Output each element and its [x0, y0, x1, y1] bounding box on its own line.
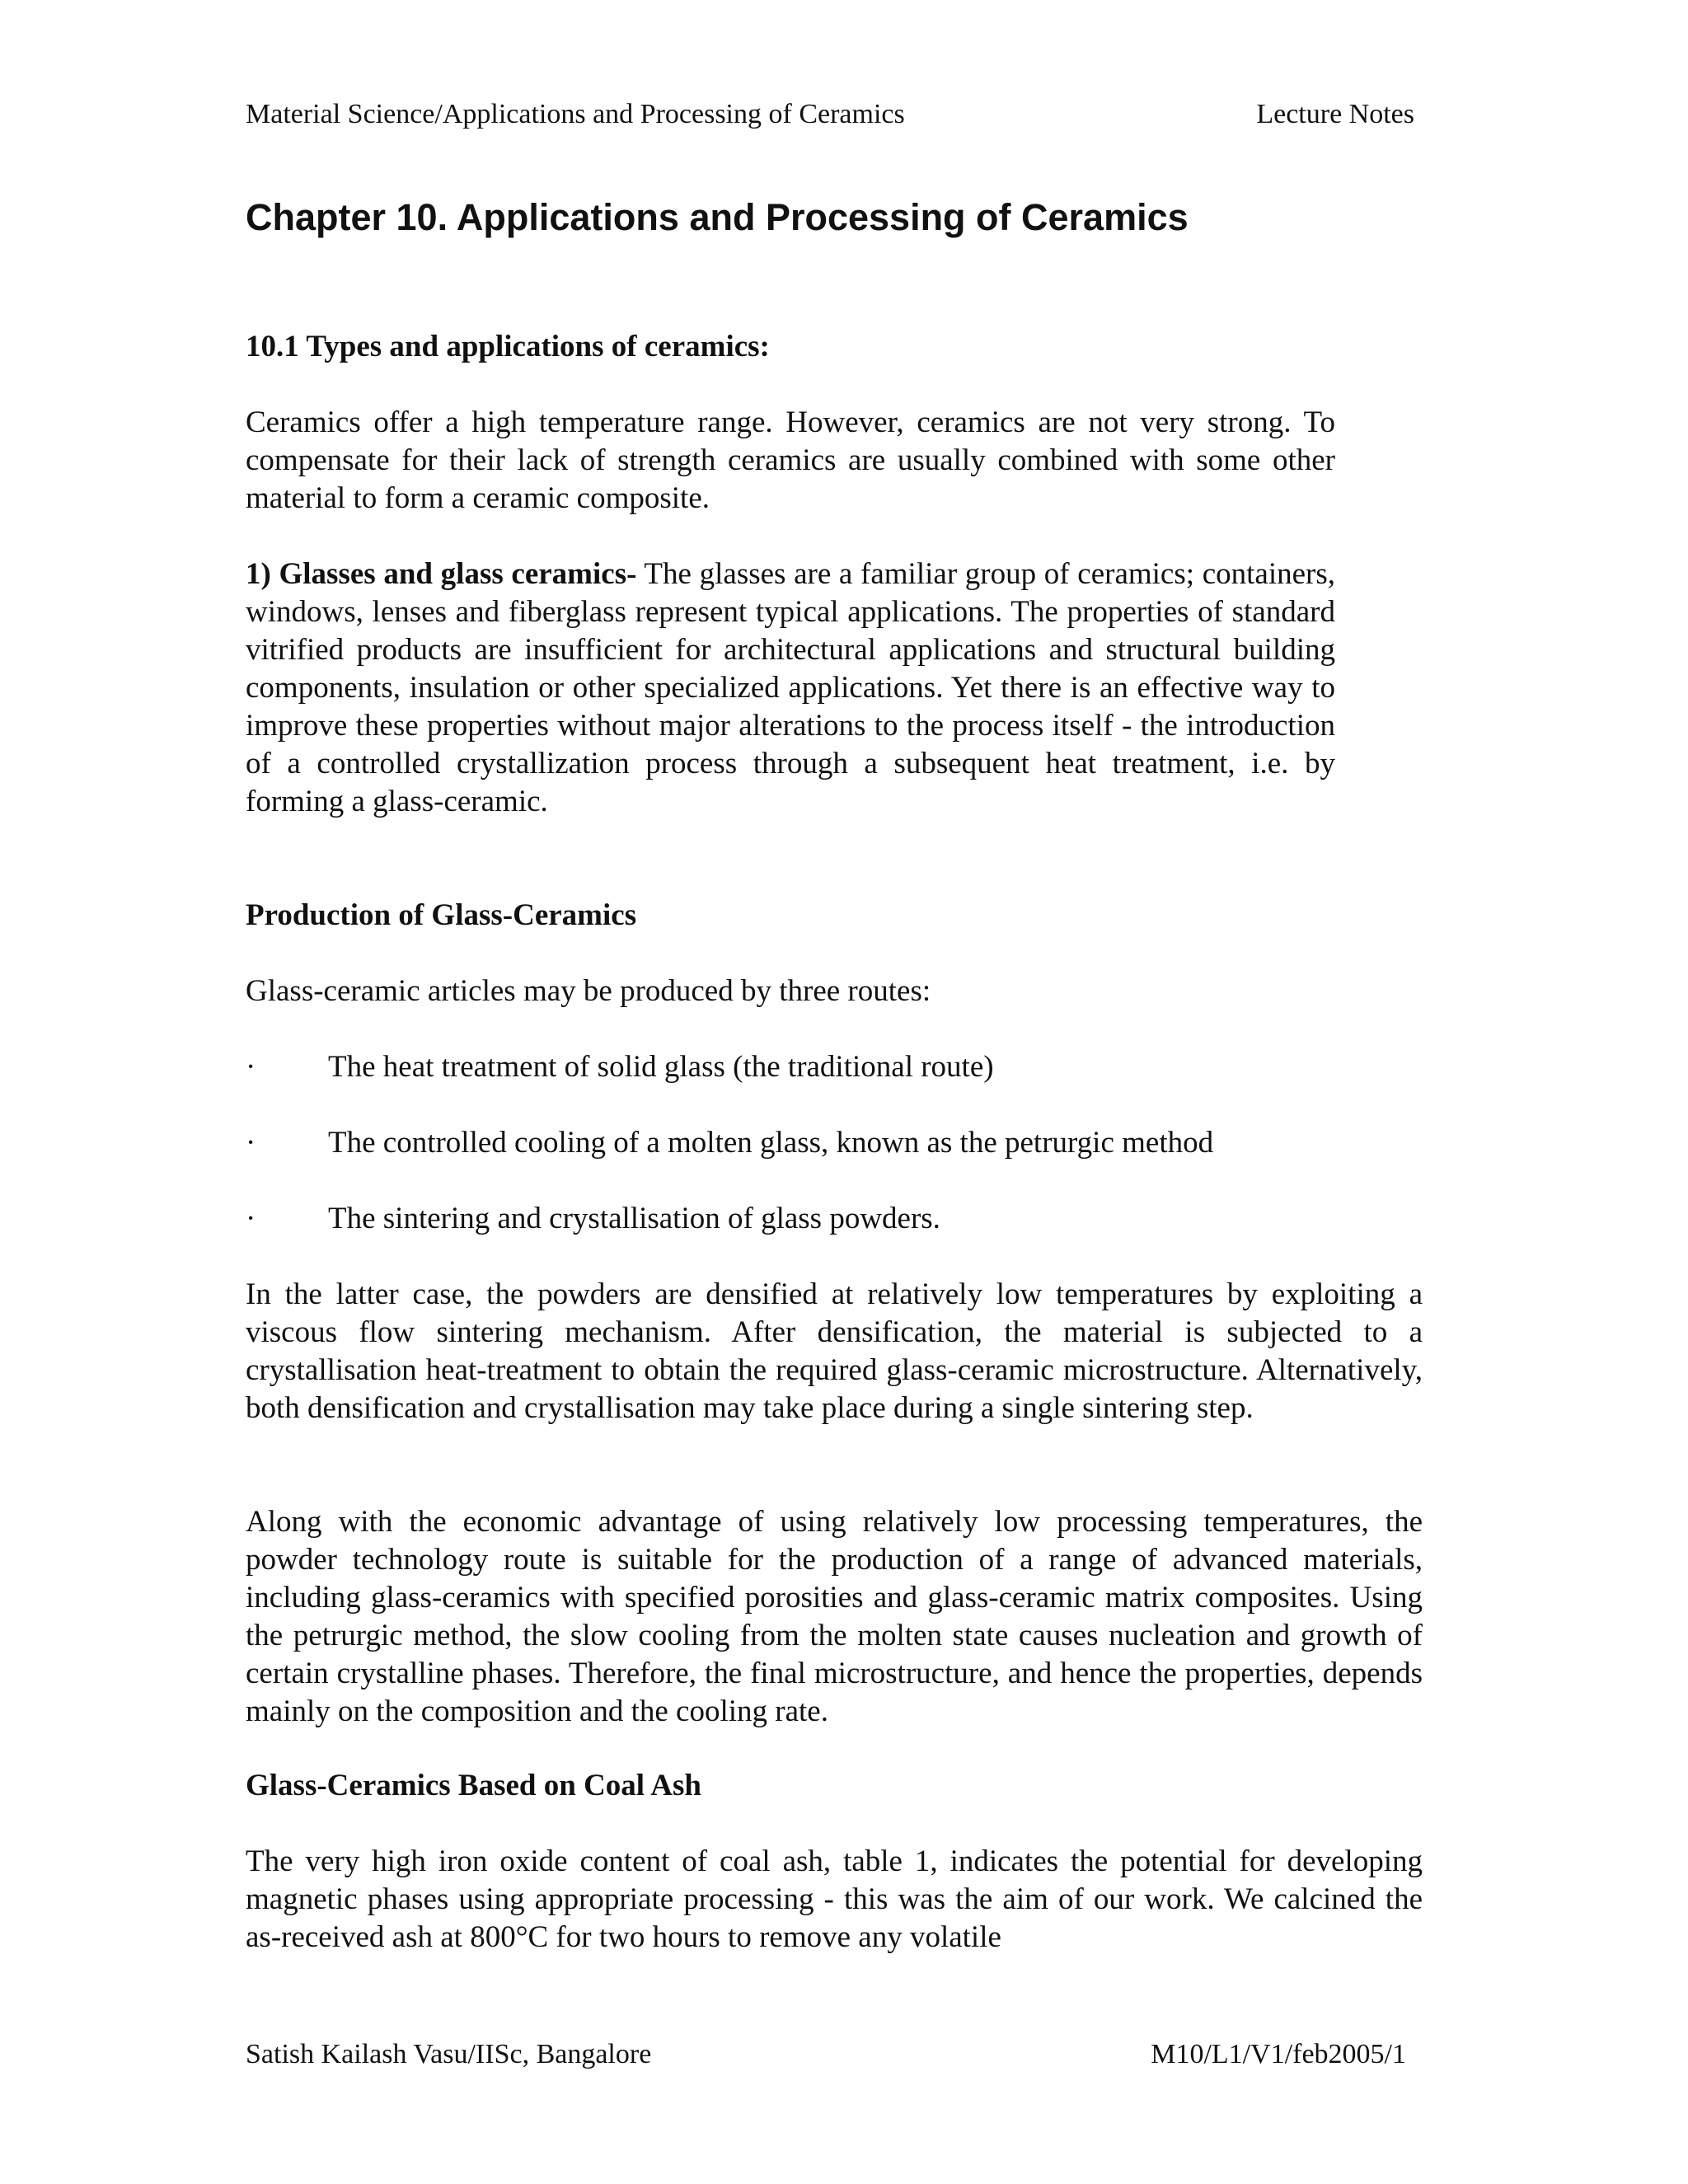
section-heading-10-1: 10.1 Types and applications of ceramics:	[246, 330, 770, 363]
header-course-title: Material Science/Applications and Processing of Ceramics	[246, 99, 905, 129]
glasses-body-text: The glasses are a familiar group of ceramics; containers, windows, lenses and fiberglass represent typical applications. The properties of standard vitrified products are insufficient for architectural applications and structural building components, insulation or other specialized applications. Yet there is an effective way to improve these properties without major alterations to the process itself - the introduction of a controlled crystallization process through a subsequent heat treatment, i.e. by forming a glass-ceramic.	[246, 557, 1335, 818]
latter-case-paragraph: In the latter case, the powders are densified at relatively low temperatures by exploiting a viscous flow sintering mechanism. After densification, the material is subjected to a crystallisation heat-treatment to obtain the required glass-ceramic microstructure. Alternatively, both densification and crystallisation may take place during a single sintering step.	[246, 1277, 1423, 1425]
coal-ash-paragraph: The very high iron oxide content of coal ash, table 1, indicates the potential for developing magnetic phases using appropriate processing - this was the aim of our work. We calcined the as-received ash at 800°C for two hours to remove any volatile	[246, 1844, 1423, 1954]
route-text: The controlled cooling of a molten glass, known as the petrurgic method	[328, 1126, 1214, 1160]
bullet-dot: ·	[246, 1050, 256, 1084]
glasses-lead-term: 1) Glasses and glass ceramics-	[246, 557, 637, 591]
intro-paragraph: Ceramics offer a high temperature range. However, ceramics are not very strong. To compensate for their lack of strength ceramics are usually combined with some other material to form a ceramic composite.	[246, 405, 1335, 515]
glasses-paragraph	[246, 555, 1335, 821]
header-doc-type: Lecture Notes	[1256, 99, 1414, 129]
bullet-dot: ·	[246, 1202, 256, 1235]
bullet-dot: ·	[246, 1126, 256, 1160]
chapter-title: Chapter 10. Applications and Processing of Ceramics	[246, 196, 1189, 238]
footer-doc-id: M10/L1/V1/feb2005/1	[1151, 2039, 1406, 2069]
economic-advantage-paragraph: Along with the economic advantage of using relatively low processing temperatures, the powder technology route is suitable for the production of a range of advanced materials, including glass-ceramics with specified porosities and glass-ceramic matrix composites. Using the petrurgic method, the slow cooling from the molten state causes nucleation and growth of certain crystalline phases. Therefore, the final microstructure, and hence the properties, depends mainly on the composition and the cooling rate.	[246, 1505, 1423, 1728]
production-intro: Glass-ceramic articles may be produced by three routes:	[246, 974, 931, 1008]
production-heading: Production of Glass-Ceramics	[246, 898, 637, 932]
footer-author: Satish Kailash Vasu/IISc, Bangalore	[246, 2039, 652, 2069]
coal-ash-heading: Glass-Ceramics Based on Coal Ash	[246, 1769, 701, 1802]
route-text: The sintering and crystallisation of glass powders.	[328, 1202, 940, 1235]
route-text: The heat treatment of solid glass (the traditional route)	[328, 1050, 994, 1084]
